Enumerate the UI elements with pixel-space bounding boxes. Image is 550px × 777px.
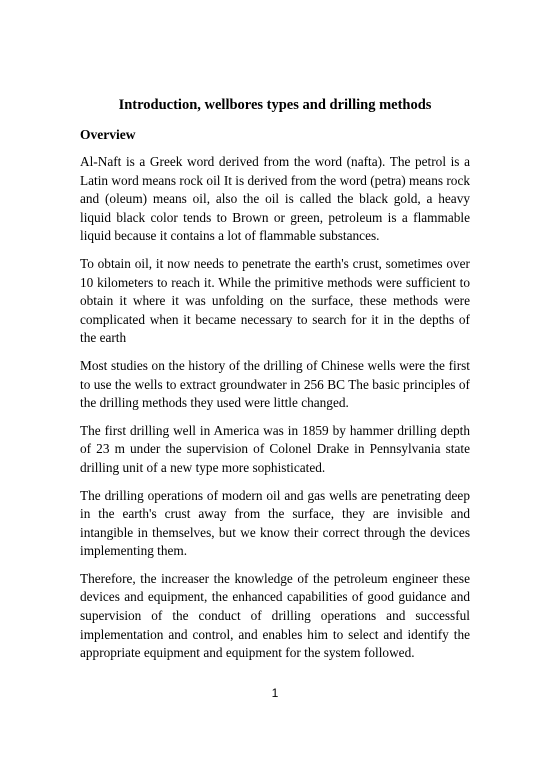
paragraph-4: The first drilling well in America was in 1859 by hammer drilling depth of 23 m under the supervision of Colonel Drake in Pennsylvania state drilling unit of a new type more sophisticated. bbox=[80, 422, 470, 475]
page-title: Introduction, wellbores types and drilling methods bbox=[118, 97, 432, 113]
paragraph-5: The drilling operations of modern oil and gas wells are penetrating deep in the earth's crust away from the surface, they are invisible and intangible in themselves, but we know their correct through the devices implementing them. bbox=[80, 487, 470, 559]
paragraph-6: Therefore, the increaser the knowledge of the petroleum engineer these devices and equipment, the enhanced capabilities of good guidance and supervision of the conduct of drilling operations and successful implementation and control, and enables him to select and identify the appropriate equipment and equipment for the system followed. bbox=[80, 570, 470, 661]
paragraph-2: To obtain oil, it now needs to penetrate the earth's crust, sometimes over 10 kilometers to reach it. While the primitive methods were sufficient to obtain it where it was unfolding on the surface, these methods were complicated when it became necessary to search for it in the depths of the earth bbox=[80, 255, 470, 346]
page-content bbox=[80, 96, 470, 672]
paragraph-3: Most studies on the history of the drilling of Chinese wells were the first to use the wells to extract groundwater in 256 BC The basic principles of the drilling methods they used were little changed. bbox=[80, 357, 470, 411]
page-number: 1 bbox=[271, 686, 279, 700]
paragraph-1: Al-Naft is a Greek word derived from the word (nafta). The petrol is a Latin word means rock oil It is derived from the word (petra) means rock and (oleum) means oil, also the oil is called the black gold, a heavy liquid black color tends to Brown or green, petroleum is a flammable liquid because it contains a lot of flammable substances. bbox=[80, 154, 470, 244]
section-heading-overview: Overview bbox=[80, 127, 136, 142]
